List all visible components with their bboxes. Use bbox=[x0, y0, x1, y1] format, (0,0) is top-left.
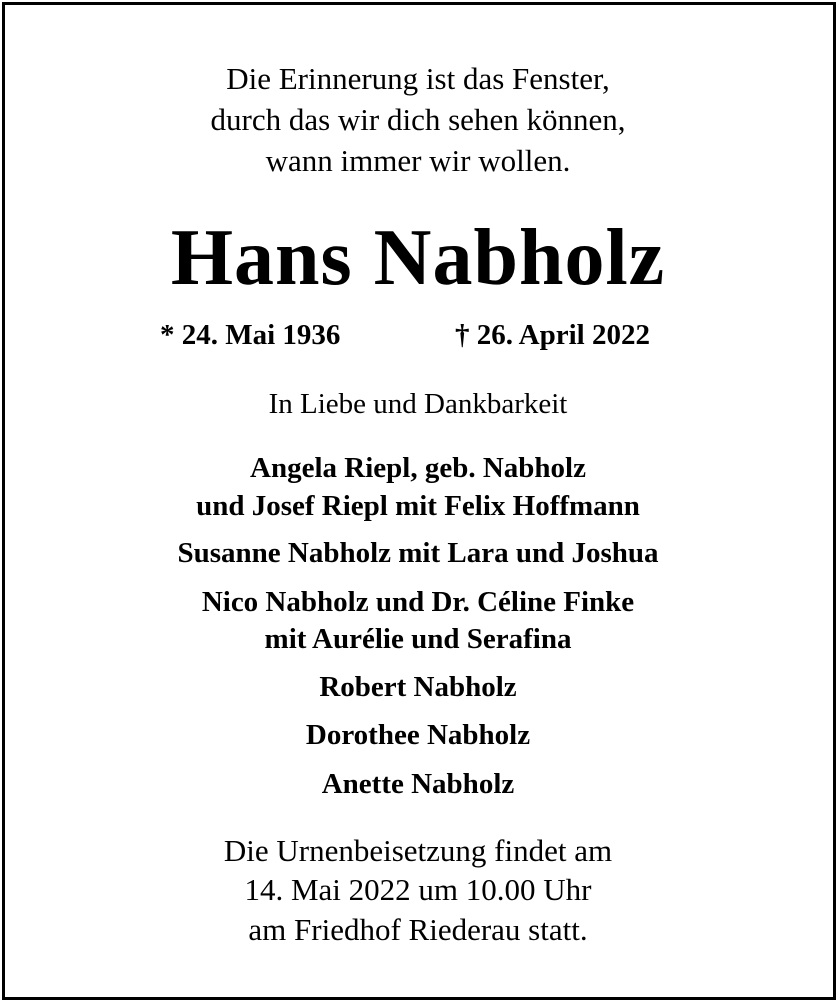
mourner-group-5: Dorothee Nabholz bbox=[305, 719, 531, 751]
mourner-group-3-line-1: Nico Nabholz und Dr. Céline Finke bbox=[201, 586, 635, 618]
mourner-group-2: Susanne Nabholz mit Lara und Joshua bbox=[177, 537, 659, 569]
mourner-group-3-line-2: mit Aurélie und Serafina bbox=[264, 623, 572, 655]
quote-line-1: Die Erinnerung ist das Fenster, bbox=[226, 61, 610, 96]
death-date: † 26. April 2022 bbox=[455, 319, 650, 351]
mourner-group-6: Anette Nabholz bbox=[321, 768, 515, 800]
mourner-group-1-line-1: Angela Riepl, geb. Nabholz bbox=[250, 452, 586, 484]
quote-line-3: wann immer wir wollen. bbox=[265, 143, 571, 178]
quote-line-2: durch das wir dich sehen können, bbox=[210, 102, 626, 137]
dedication-line: In Liebe und Dankbarkeit bbox=[268, 388, 568, 420]
mourner-group-4: Robert Nabholz bbox=[319, 671, 517, 703]
burial-notice-line-3: am Friedhof Riederau statt. bbox=[248, 912, 588, 947]
burial-notice-line-2: 14. Mai 2022 um 10.00 Uhr bbox=[244, 872, 592, 907]
deceased-name: Hans Nabholz bbox=[170, 214, 666, 302]
burial-notice-line-1: Die Urnenbeisetzung findet am bbox=[223, 833, 613, 868]
mourner-group-1-line-2: und Josef Riepl mit Felix Hoffmann bbox=[196, 490, 640, 522]
birth-date: * 24. Mai 1936 bbox=[160, 319, 341, 351]
